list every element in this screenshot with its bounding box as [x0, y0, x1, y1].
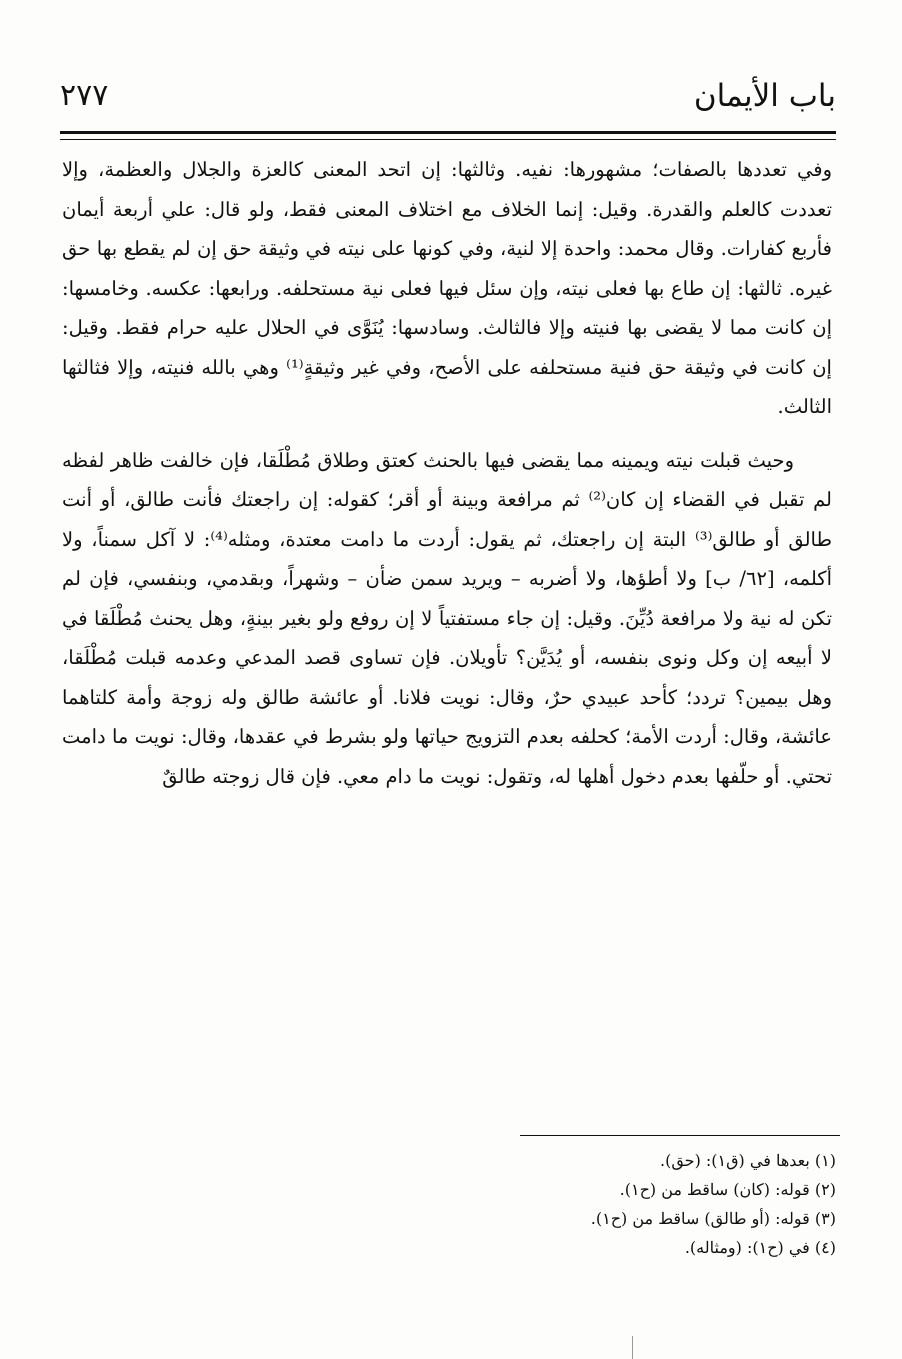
page-header — [60, 68, 836, 128]
chapter-title: باب الأيمان — [693, 78, 836, 114]
footnote-1: (١) بعدها في (ق١): (حق). — [660, 1151, 836, 1170]
footnote-2: (٢) قوله: (كان) ساقط من (ح١). — [619, 1180, 836, 1199]
main-text — [62, 150, 832, 796]
footnote-separator — [520, 1135, 840, 1136]
paragraph-2: وحيث قبلت نيته ويمينه مما يقضى فيها بالحنث كعتق وطلاق مُطْلَقا، فإن خالفت ظاهر لفظه لم تقبل في القضاء إن كان⁽²⁾ ثم مرافعة وبينة أو أقر؛ كقوله: إن راجعتك فأنت طالق، أو أنت طالق أو طالق⁽³⁾ البتة إن راجعتك، ثم يقول: أردت ما دامت معتدة، ومثله⁽⁴⁾: لا آكل سمناً، ولا أكلمه، [٦٢/ ب] ولا أطؤها، ولا أضربه – ويريد سمن ضأن – وشهراً، وبقدمي، وبنفسي، فإن لم تكن له نية ولا مرافعة دُيِّنَ. وقيل: إن جاء مستفتياً لا إن روفع ولو بغير بينةٍ، وهل يحنث مُطْلَقا في لا أبيعه إن وكل ونوى بنفسه، أو يُدَيَّن؟ تأويلان. فإن تساوى قصد المدعي وعدمه قبلت مُطْلَقا، وهل بيمين؟ تردد؛ كأحد عبيدي حرٌ، وقال: نويت فلانا. أو عائشة طالق وله زوجة وأمة كلتاهما عائشة، وقال: أردت الأمة؛ كحلفه بعدم التزويج حياتها ولو بشرط في عقدها، وقال: نويت ما دامت تحتي. أو حلّفها بعدم دخول أهلها له، وتقول: نويت ما دام معي. فإن قال زوجته طالقٌ — [62, 448, 832, 788]
paragraph-1: وفي تعددها بالصفات؛ مشهورها: نفيه. وثالثها: إن اتحد المعنى كالعزة والجلال والعظمة، وإلا تعددت كالعلم والقدرة. وقيل: إنما الخلاف مع اختلاف المعنى فقط، ولو قال: علي أربعة أيمان فأربع كفارات. وقال محمد: واحدة إلا لنية، وفي كونها على نيته في وثيقة حق إن لم يقطع بها حق غيره. ثالثها: إن طاع بها فعلى نيته، وإن سئل فيها فعلى نية مستحلفه. ورابعها: عكسه. وخامسها: إن كانت مما لا يقضى بها فنيته وإلا فالثالث. وسادسها: يُنَوَّى في الحلال عليه حرام فقط. وقيل: إن كانت في وثيقة حق فنية مستحلفه على الأصح، وفي غير وثيقةٍ⁽¹⁾ وهي بالله فنيته، وإلا فثالثها الثالث. — [62, 158, 832, 418]
footnotes — [400, 1146, 836, 1262]
header-rule-thick — [60, 131, 836, 134]
scan-mark — [632, 1336, 633, 1359]
header-rule-thin — [60, 139, 836, 140]
page-number: ٢٧٧ — [60, 78, 109, 113]
footnote-3: (٣) قوله: (أو طالق) ساقط من (ح١). — [590, 1209, 836, 1228]
footnote-4: (٤) في (ح١): (ومثاله). — [684, 1238, 836, 1257]
